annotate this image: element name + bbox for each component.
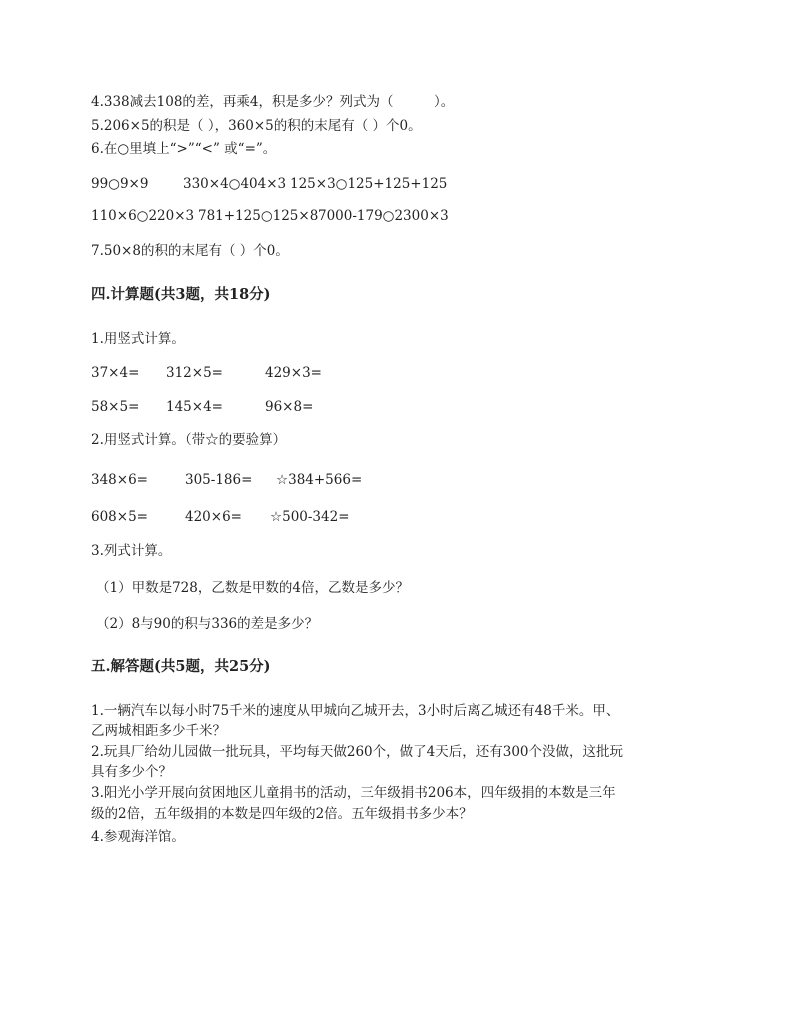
compare-item: 125×3○125+125+125	[290, 176, 448, 192]
section-5-heading: 五.解答题(共5题，共25分)	[91, 658, 271, 675]
calc-item: ☆500-342=	[270, 509, 350, 525]
calc-item: 420×6=	[185, 509, 242, 525]
question-4-3-1: （1）甲数是728，乙数是甲数的4倍，乙数是多少？	[96, 580, 409, 596]
section-4-heading: 四.计算题(共3题，共18分)	[91, 286, 271, 303]
question-5-3-line2: 级的2倍，五年级捐的本数是四年级的2倍。五年级捐书多少本？	[91, 806, 473, 822]
question-5-2-line1: 2.玩具厂给幼儿园做一批玩具，平均每天做260个，做了4天后，还有300个没做，这批玩	[91, 744, 624, 760]
question-4-3: 3.列式计算。	[91, 543, 172, 559]
question-3-4: 4.338减去108的差，再乘4，积是多少？列式为（ ）。	[91, 94, 455, 110]
question-3-6: 6.在○里填上“>”“<” 或“=”。	[91, 141, 277, 157]
question-5-3-line1: 3.阳光小学开展向贫困地区儿童捐书的活动，三年级捐书206本，四年级捐的本数是三年	[91, 785, 616, 801]
question-4-1: 1.用竖式计算。	[91, 331, 185, 347]
calc-item: 312×5=	[166, 365, 223, 381]
question-3-5: 5.206×5的积是（ ），360×5的积的末尾有（ ）个0。	[91, 118, 422, 134]
question-4-2: 2.用竖式计算。（带☆的要验算）	[91, 432, 287, 448]
compare-item: 110×6○220×3	[91, 208, 195, 224]
question-3-7: 7.50×8的积的末尾有（ ）个0。	[91, 243, 289, 259]
question-5-2-line2: 具有多少个？	[91, 764, 172, 780]
calc-item: ☆384+566=	[276, 472, 363, 488]
calc-item: 145×4=	[166, 399, 223, 415]
calc-item: 429×3=	[265, 365, 322, 381]
calc-item: 608×5=	[91, 509, 148, 525]
question-5-1-line2: 乙两城相距多少千米？	[91, 723, 226, 739]
compare-item: 781+125○125×8	[198, 208, 319, 224]
calc-item: 348×6=	[91, 472, 148, 488]
calc-item: 37×4=	[91, 365, 140, 381]
calc-item: 58×5=	[91, 399, 140, 415]
compare-item: 99○9×9	[91, 176, 149, 192]
calc-item: 96×8=	[265, 399, 314, 415]
question-4-3-2: （2）8与90的积与336的差是多少？	[96, 616, 319, 632]
question-5-1-line1: 1.一辆汽车以每小时75千米的速度从甲城向乙城开去，3小时后离乙城还有48千米。甲、	[91, 703, 620, 719]
compare-item: 7000-179○2300×3	[318, 208, 449, 224]
calc-item: 305-186=	[185, 472, 253, 488]
question-5-4: 4.参观海洋馆。	[91, 829, 185, 845]
compare-item: 330×4○404×3	[183, 176, 287, 192]
